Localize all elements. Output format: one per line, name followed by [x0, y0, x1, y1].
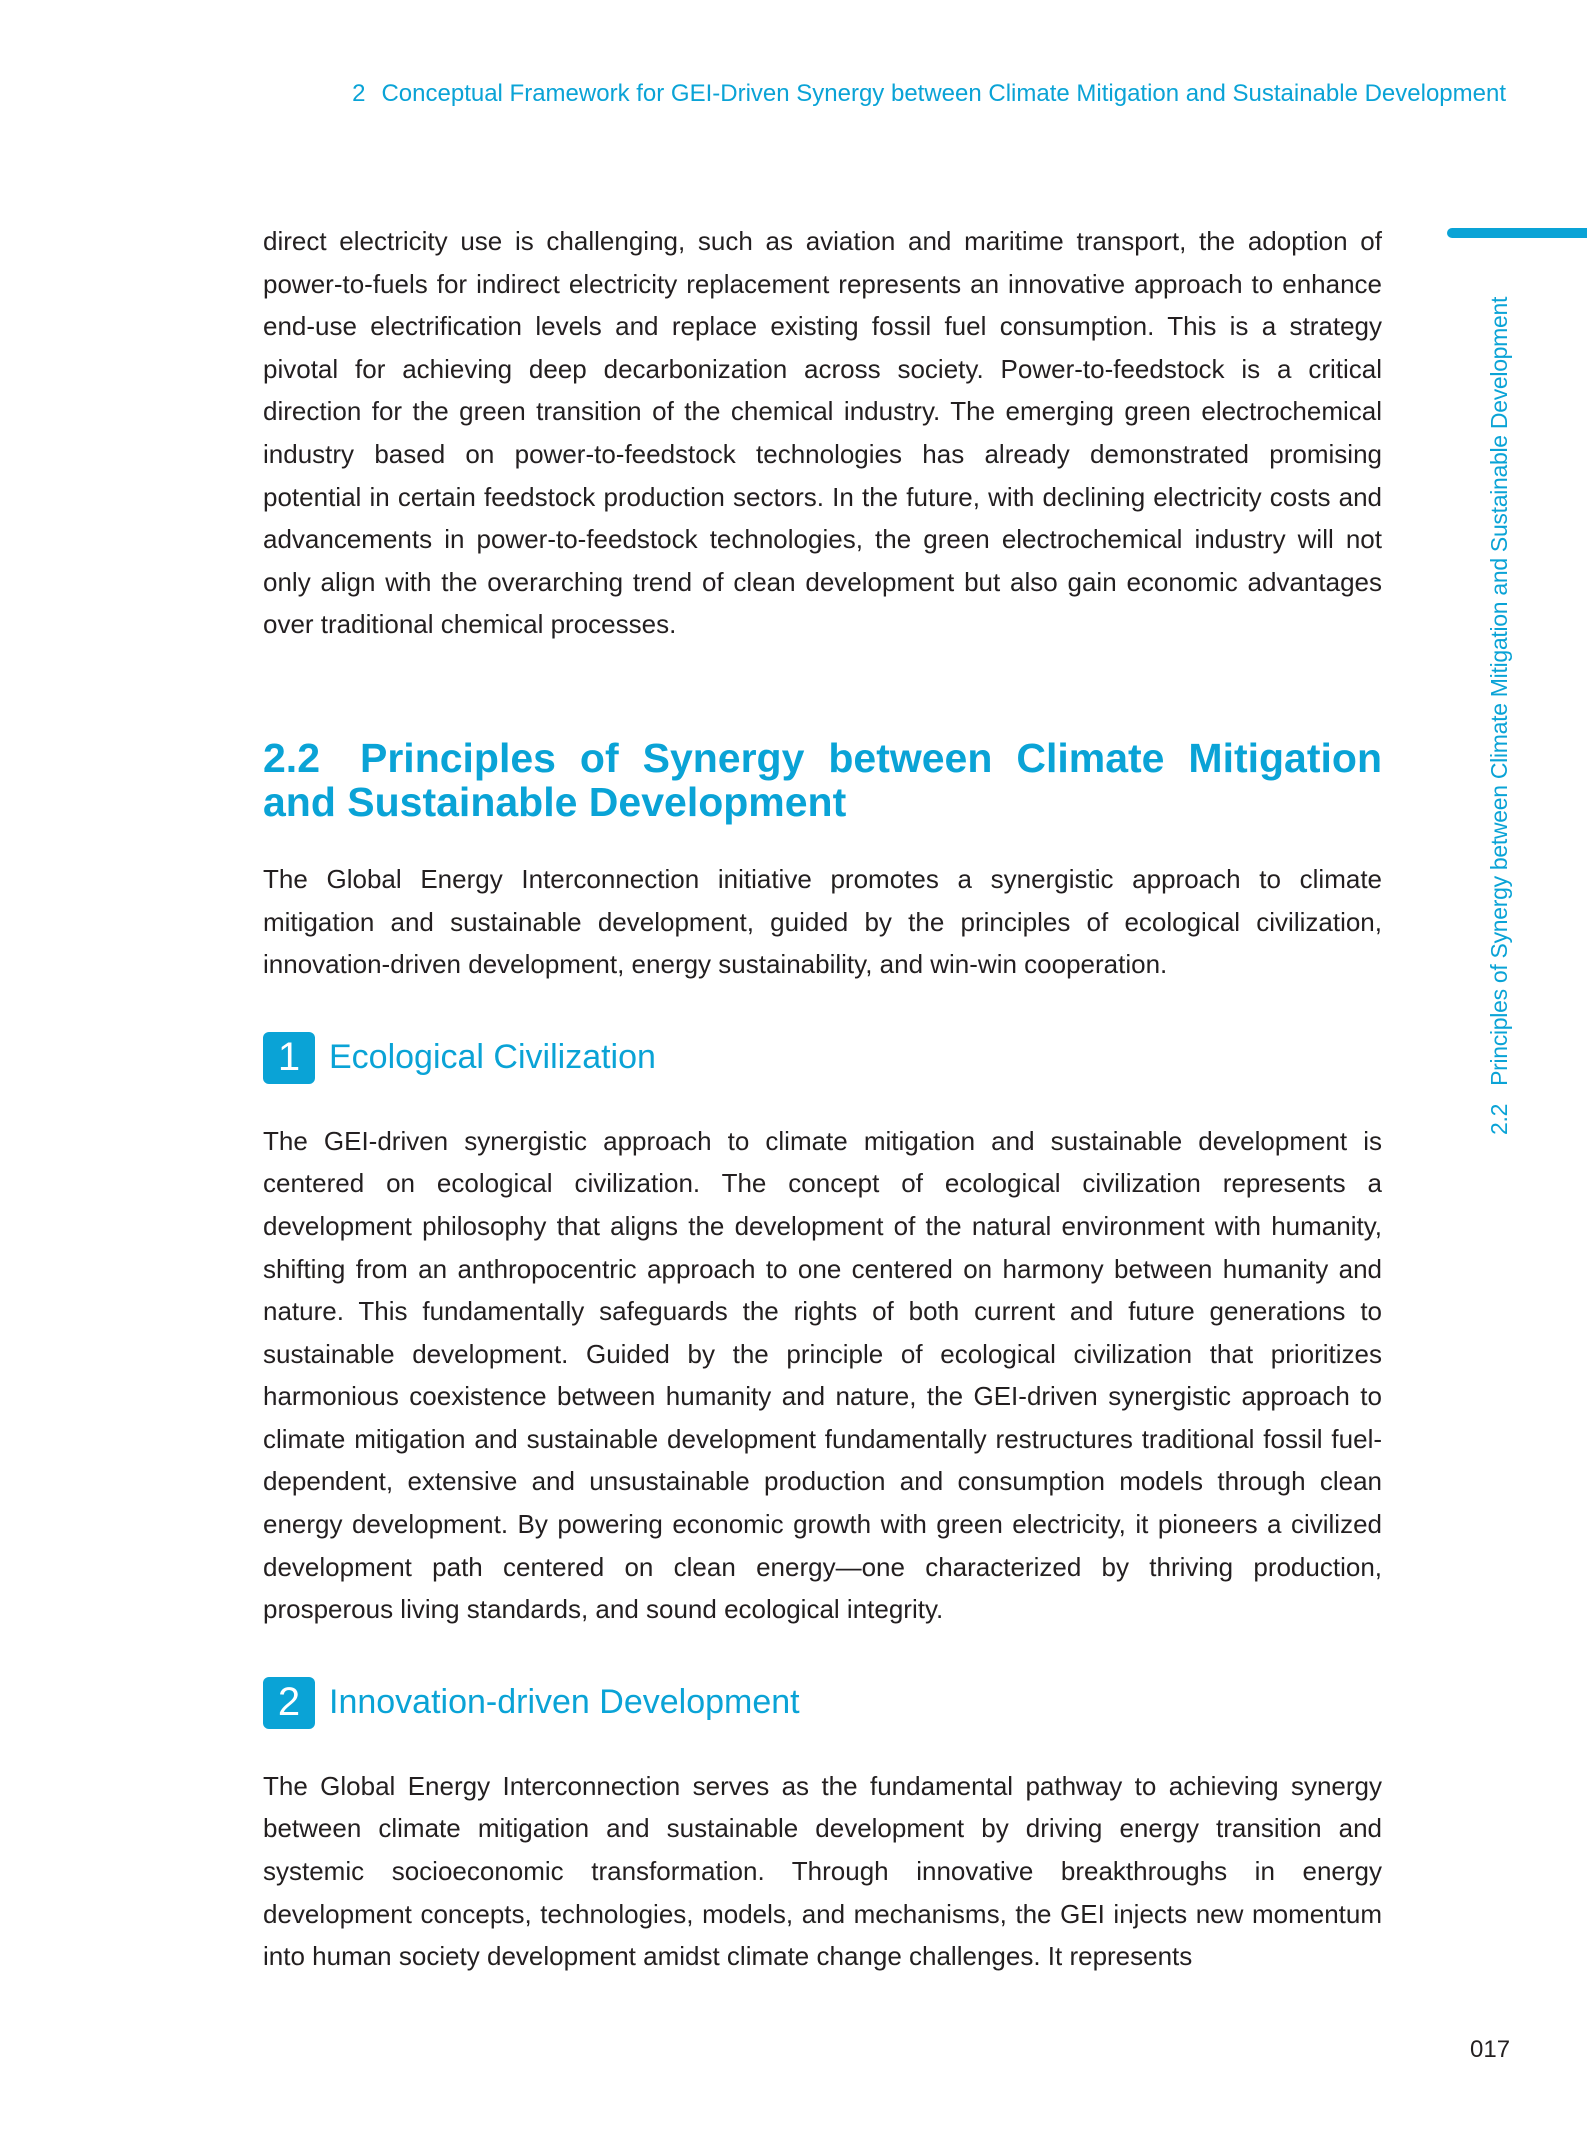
- subsection-heading-1: [263, 1032, 1382, 1084]
- side-section-label: [1486, 297, 1513, 1135]
- page-content: [263, 220, 1382, 1978]
- section-number: 2.2: [263, 734, 320, 781]
- section-title: Principles of Synergy between Climate Mitigation and Sustainable Development: [263, 734, 1382, 825]
- subsection-title: Innovation-driven Development: [329, 1683, 800, 1722]
- side-tab-bar: [1447, 228, 1587, 238]
- section-heading: [263, 736, 1382, 824]
- subsection-number-badge: 2: [263, 1677, 315, 1729]
- chapter-number: 2: [352, 80, 366, 107]
- page-number: 017: [1470, 2036, 1511, 2063]
- subsection-body-1: The GEI-driven synergistic approach to climate mitigation and sustainable development is centered on ecological civilization. The concept of ecological civilization represents a development philosophy that aligns the development of the natural environment with humanity, shifting from an anthropocentric approach to one centered on harmony between humanity and nature. This fundamentally safeguards the rights of both current and future generations to sustainable development. Guided by the principle of ecological civilization that prioritizes harmonious coexistence between humanity and nature, the GEI-driven synergistic approach to climate mitigation and sustainable development fundamentally restructures traditional fossil fuel-dependent, extensive and unsustainable production and consumption models through clean energy development. By powering economic growth with green electricity, it pioneers a civilized development path centered on clean energy—one characterized by thriving production, prosperous living standards, and sound ecological integrity.: [263, 1125, 1382, 1625]
- intro-paragraph: direct electricity use is challenging, such as aviation and maritime transport, the adoption of power-to-fuels for indirect electricity replacement represents an innovative approach to enhance end-use electrification levels and replace existing fossil fuel consumption. This is a strategy pivotal for achieving deep decarbonization across society. Power-to-feedstock is a critical direction for the green transition of the chemical industry. The emerging green electrochemical industry based on power-to-feedstock technologies has already demonstrated promising potential in certain feedstock production sectors. In the future, with declining electricity costs and advancements in power-to-feedstock technologies, the green electrochemical industry will not only align with the overarching trend of clean development but also gain economic advantages over traditional chemical processes.: [263, 226, 1382, 640]
- section-intro: The Global Energy Interconnection initiative promotes a synergistic approach to climate mitigation and sustainable development, guided by the principles of ecological civilization, innovation-driven development, energy sustainability, and win-win cooperation.: [263, 863, 1382, 980]
- running-head: [352, 80, 1506, 108]
- subsection-title: Ecological Civilization: [329, 1038, 656, 1077]
- subsection-heading-2: [263, 1677, 1382, 1729]
- side-section-title: Principles of Synergy between Climate Mitigation and Sustainable Development: [1486, 296, 1512, 1086]
- chapter-title: Conceptual Framework for GEI-Driven Synergy between Climate Mitigation and Sustainable Development: [381, 80, 1506, 107]
- side-section-number: 2.2: [1486, 1103, 1512, 1135]
- subsection-body-2: The Global Energy Interconnection serves as the fundamental pathway to achieving synergy between climate mitigation and sustainable development by driving energy transition and systemic socioeconomic transformation. Through innovative breakthroughs in energy development concepts, technologies, models, and mechanisms, the GEI injects new momentum into human society development amidst climate change challenges. It represents: [263, 1770, 1382, 1972]
- subsection-number-badge: 1: [263, 1032, 315, 1084]
